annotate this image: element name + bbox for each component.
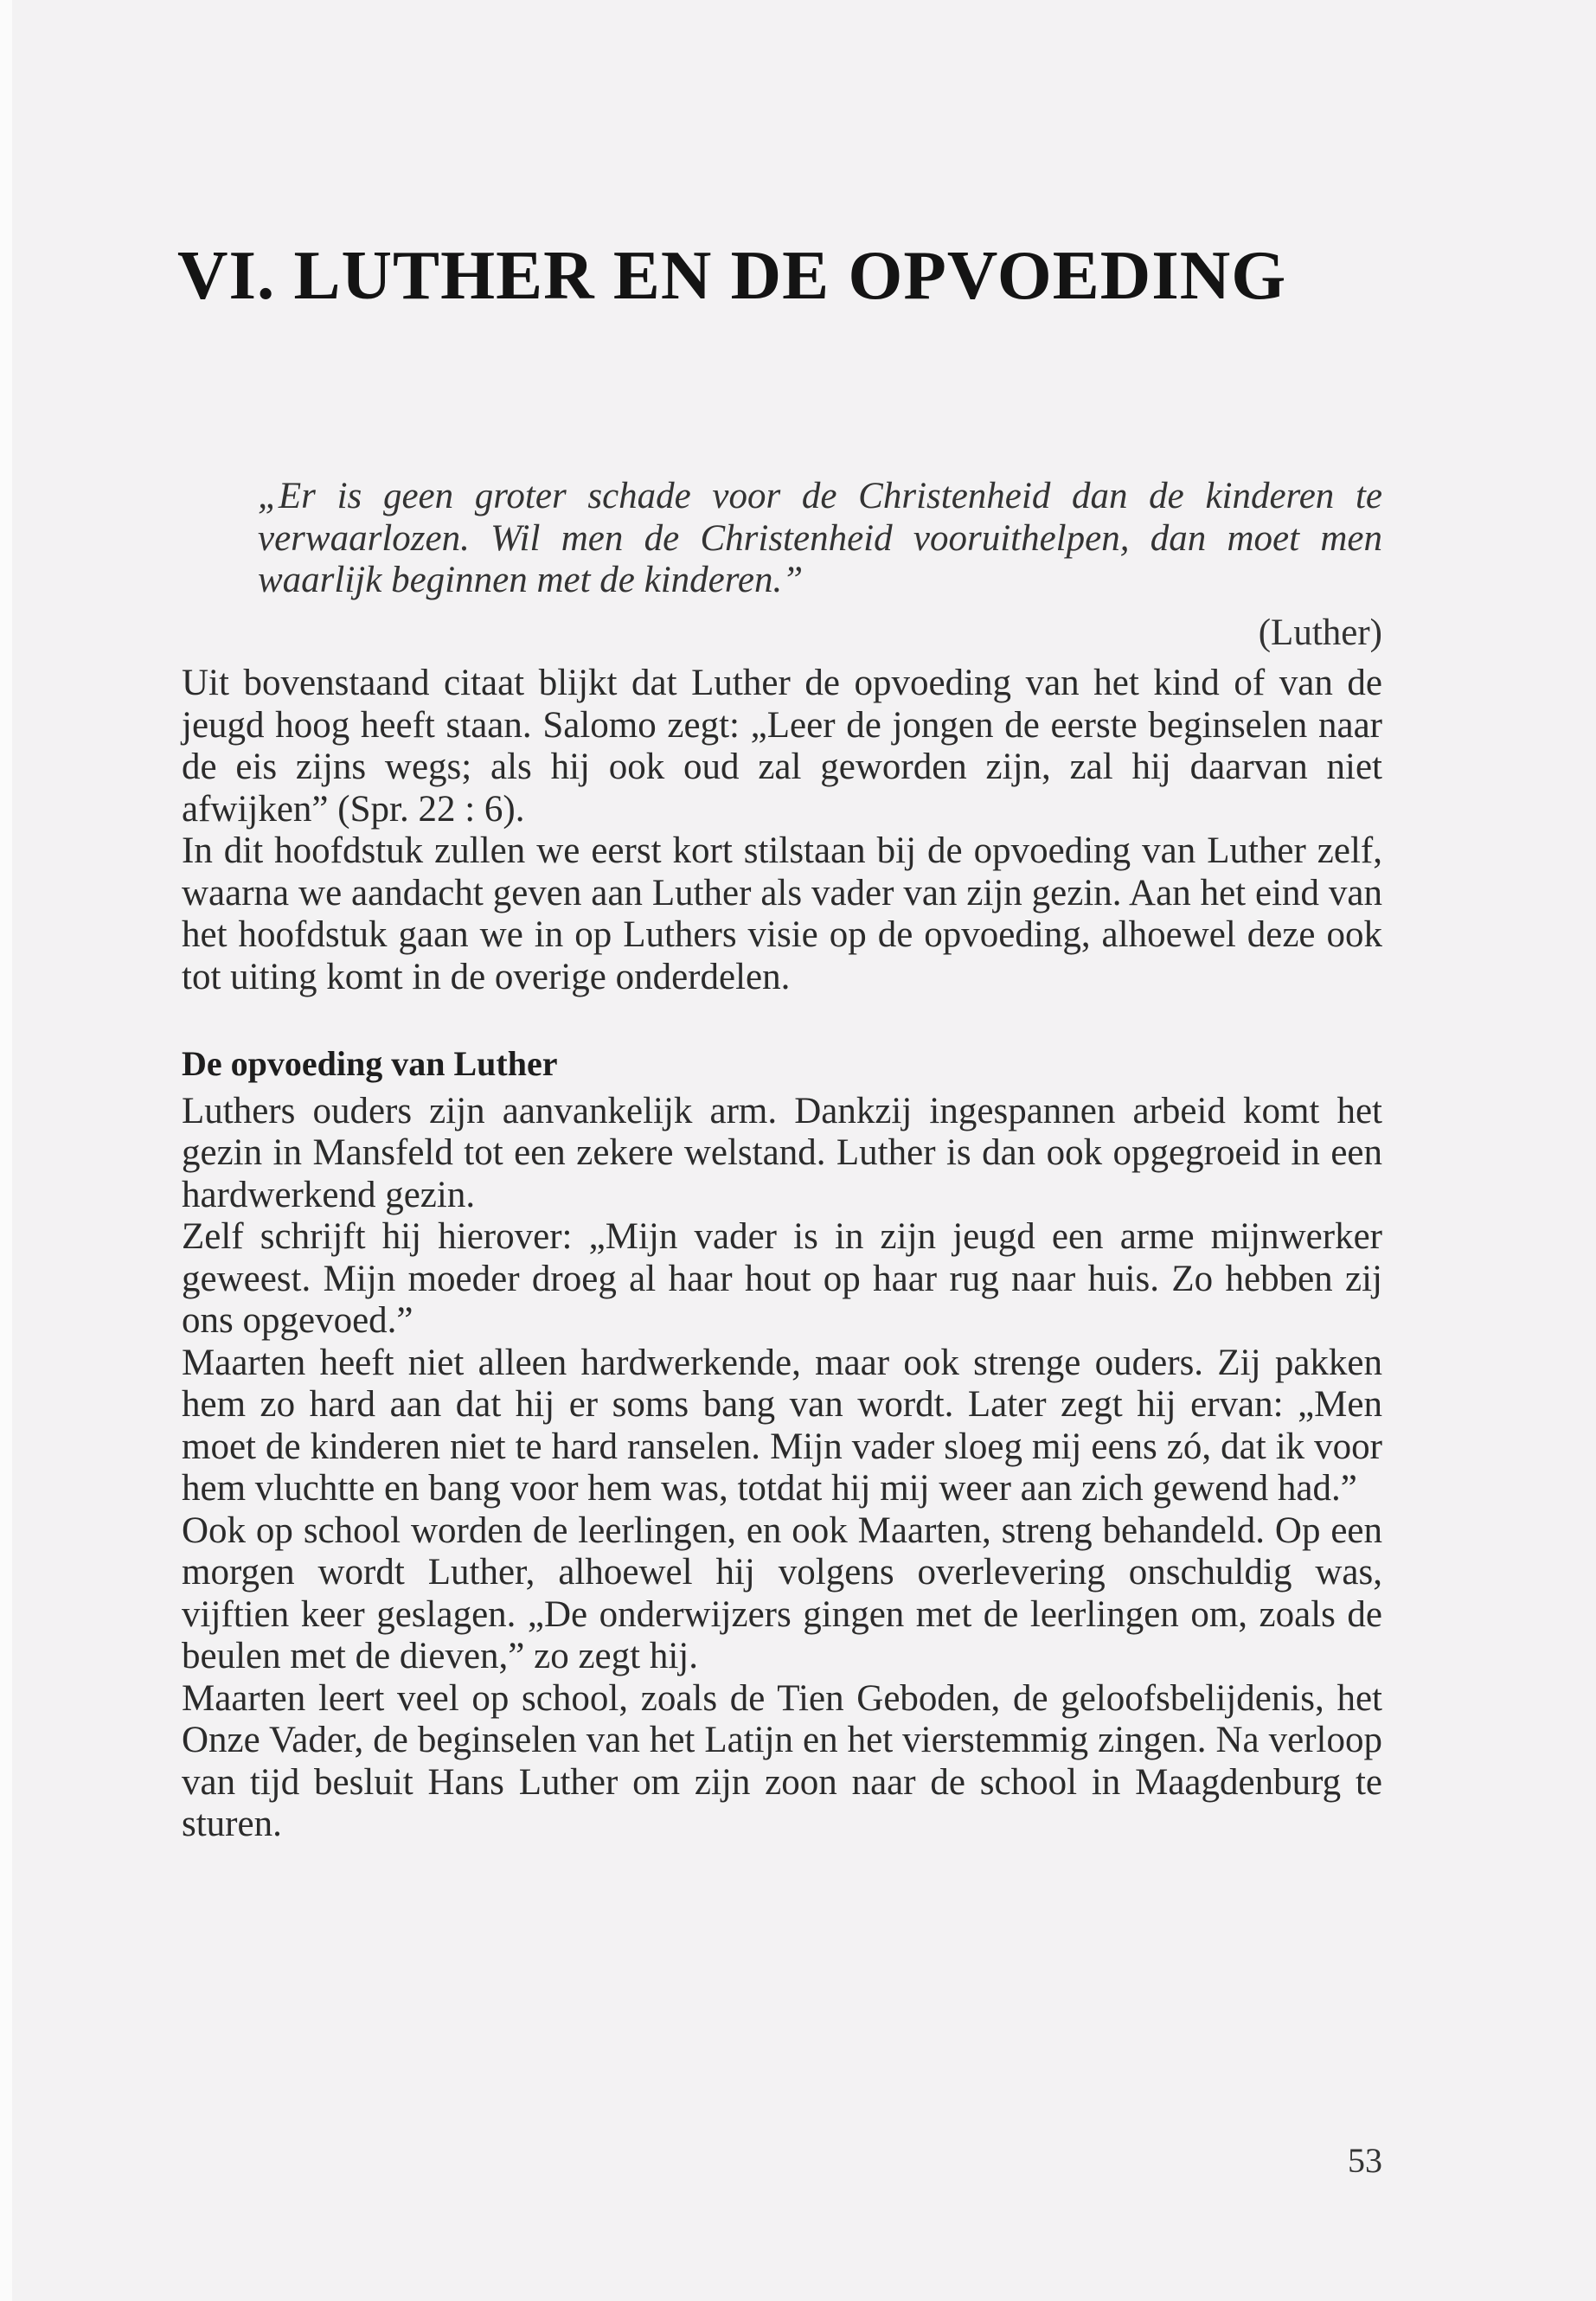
page-content — [182, 476, 1382, 1846]
section-paragraph: Ook op school worden de leerlingen, en ook Maarten, streng behandeld. Op een morgen wordt Luther, alhoewel hij volgens overlevering onschuldig was, vijftien keer geslagen. „De onderwijzers gingen met de leerlingen om, zoals de beulen met de dieven,” zo zegt hij. — [182, 1509, 1382, 1676]
section-heading: De opvoeding van Luther — [182, 1044, 558, 1083]
section-paragraph: Zelf schrijft hij hierover: „Mijn vader is in zijn jeugd een arme mijnwerker geweest. Mijn moeder droeg al haar hout op haar rug naar huis. Zo hebben zij ons opgevoed.” — [182, 1216, 1382, 1341]
motto-quote: „Er is geen groter schade voor de Christenheid dan de kinderen te verwaarlozen. Wil men de Christenheid vooruithelpen, dan moet men waarlijk beginnen met de kinderen.” — [258, 476, 1382, 600]
intro-paragraph: Uit bovenstaand citaat blijkt dat Luther de opvoeding van het kind of van de jeugd hoog heeft staan. Salomo zegt: „Leer de jongen de eerste beginselen naar de eis zijns wegs; als hij ook oud zal geworden zijn, zal hij daarvan niet afwijken” (Spr. 22 : 6). — [182, 663, 1382, 830]
motto-attribution: (Luther) — [1258, 612, 1382, 653]
page-number: 53 — [1348, 2141, 1382, 2180]
section-paragraph: Maarten heeft niet alleen hardwerkende, maar ook strenge ouders. Zij pakken hem zo hard aan dat hij er soms bang van wordt. Later zegt hij ervan: „Men moet de kinderen niet te hard ranselen. Mijn vader sloeg mij eens zó, dat ik voor hem vluchtte en bang voor hem was, totdat hij mij weer aan zich gewend had.” — [182, 1342, 1382, 1509]
section-paragraph: Maarten leert veel op school, zoals de Tien Geboden, de geloofsbelijdenis, het Onze Vader, de beginselen van het Latijn en het vierstemmig zingen. Na verloop van tijd besluit Hans Luther om zijn zoon naar de school in Maagdenburg te sturen. — [182, 1677, 1382, 1844]
section-paragraph: Luthers ouders zijn aanvankelijk arm. Dankzij ingespannen arbeid komt het gezin in Mansfeld tot een zekere welstand. Luther is dan ook opgegroeid in een hardwerkend gezin. — [182, 1090, 1382, 1215]
page-edge — [0, 0, 13, 2301]
intro-paragraph: In dit hoofdstuk zullen we eerst kort stilstaan bij de opvoeding van Luther zelf, waarna we aandacht geven aan Luther als vader van zijn gezin. Aan het eind van het hoofdstuk gaan we in op Luthers visie op de opvoeding, alhoewel deze ook tot uiting komt in de overige onderdelen. — [182, 830, 1382, 997]
chapter-title: VI. LUTHER EN DE OPVOEDING — [177, 236, 1287, 314]
